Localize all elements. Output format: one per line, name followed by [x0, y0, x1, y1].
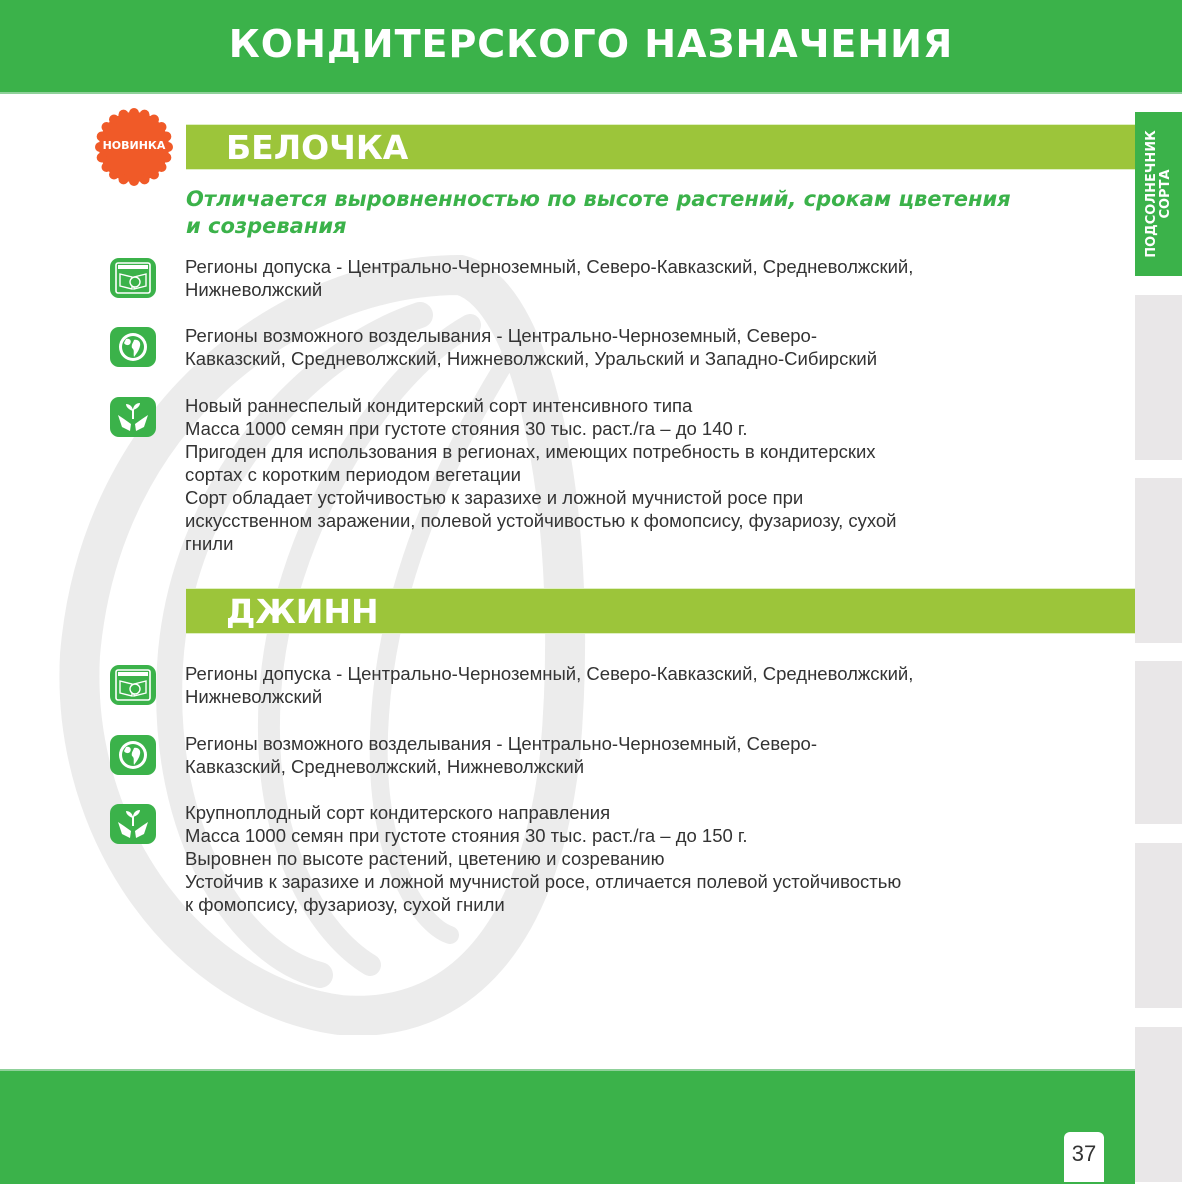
badge-scallop	[161, 153, 171, 163]
variety-header-dzhinn	[186, 588, 1135, 634]
badge-scallop	[129, 176, 139, 186]
badge-scallop	[149, 170, 159, 180]
side-tab-2[interactable]	[1135, 295, 1182, 460]
info-text: Регионы возможного возделывания - Центрально-Черноземный, Северо- Кавказский, Средневолжский, Нижневолжский, Уральский и Западно-Сибирский	[185, 325, 878, 369]
variety-tagline: Отличается выровненностью по высоте растений, срокам цветения и созревания	[186, 187, 1011, 238]
side-tab-3[interactable]	[1135, 478, 1182, 643]
hands-sprout-icon	[110, 804, 156, 844]
badge-scallop	[109, 114, 119, 124]
state-registry-book-icon	[110, 665, 156, 705]
badge-scallop	[140, 174, 150, 184]
info-text: Регионы возможного возделывания - Центрально-Черноземный, Северо- Кавказский, Средневолжский, Нижневолжский	[185, 733, 817, 777]
badge-scallop	[118, 110, 128, 120]
variety-name: ДЖИНН	[226, 592, 379, 631]
state-registry-book-icon	[110, 258, 156, 298]
page-footer	[0, 1069, 1135, 1184]
info-text: Регионы допуска - Центрально-Черноземный, Северо-Кавказский, Средневолжский, Нижневолжский	[185, 256, 914, 300]
side-tab-6[interactable]	[1135, 1027, 1182, 1182]
side-tab-label: ПОДСОЛНЕЧНИК СОРТА	[1143, 130, 1173, 258]
badge-scallop	[118, 174, 128, 184]
page-number: 37	[1064, 1132, 1104, 1182]
info-text: Новый раннеспелый кондитерский сорт интенсивного типа Масса 1000 семян при густоте стояния 30 тыс. раст./га – до 140 г. Пригоден для использования в регионах, имеющих потребность в кондитерских сортах с коротким периодом вегетации Сорт обладает устойчивостью к заразихе и ложной мучнистой росе при искусственном заражении, полевой устойчивостью к фомопсису, фузариозу, сухой гнили	[185, 395, 897, 554]
badge-scallop	[149, 114, 159, 124]
variety-name: БЕЛОЧКА	[226, 128, 409, 167]
badge-scallop	[129, 108, 139, 118]
badge-scallop	[97, 153, 107, 163]
globe-icon	[110, 735, 156, 775]
badge-scallop	[109, 170, 119, 180]
badge-scallop	[101, 162, 111, 172]
variety-header-belochka	[186, 124, 1135, 170]
globe-icon	[110, 327, 156, 367]
new-badge	[94, 107, 174, 187]
page-title: КОНДИТЕРСКОГО НАЗНАЧЕНИЯ	[228, 22, 954, 66]
info-text: Крупноплодный сорт кондитерского направления Масса 1000 семян при густоте стояния 30 тыс. раст./га – до 150 г. Выровнен по высоте растений, цветению и созреванию Устойчив к заразихе и ложной мучнистой росе, отличается полевой устойчивостью к фомопсису, фузариозу, сухой гнили	[185, 802, 902, 915]
side-tab-5[interactable]	[1135, 843, 1182, 1008]
badge-scallop	[157, 122, 167, 132]
badge-label: НОВИНКА	[102, 139, 166, 152]
info-text: Регионы допуска - Центрально-Черноземный, Северо-Кавказский, Средневолжский, Нижневолжский	[185, 663, 914, 707]
side-tab-sunflower-varieties[interactable]	[1135, 112, 1182, 276]
badge-scallop	[140, 110, 150, 120]
page-header	[0, 0, 1182, 94]
badge-scallop	[157, 162, 167, 172]
side-tab-4[interactable]	[1135, 661, 1182, 824]
badge-scallop	[101, 122, 111, 132]
hands-sprout-icon	[110, 397, 156, 437]
